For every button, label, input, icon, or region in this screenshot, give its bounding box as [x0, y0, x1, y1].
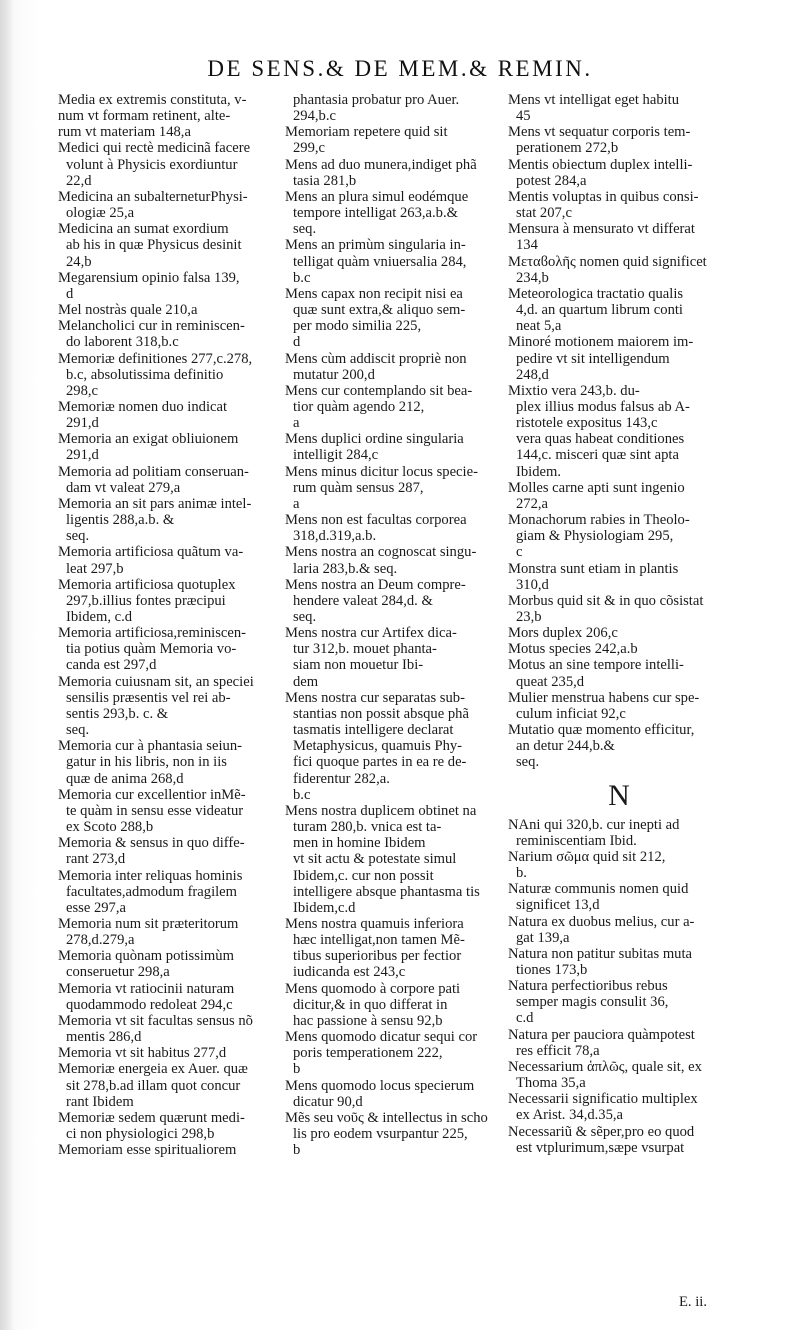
index-entry-line: Natura non patitur subitas muta: [508, 945, 693, 962]
index-entry-line: 310,d: [516, 576, 549, 593]
index-entry-line: vera quas habeat conditiones: [516, 431, 685, 448]
index-entry-line: Mens non est facultas corporea: [285, 512, 467, 529]
index-entry-line: Monachorum rabies in Theolo-: [508, 512, 690, 529]
index-entry-line: siam non mouetur Ibi-: [293, 657, 424, 674]
index-entry-line: Necessarii significatio multiplex: [508, 1091, 698, 1108]
index-entry-line: c: [516, 544, 523, 561]
index-entry-line: poris temperationem 222,: [293, 1045, 443, 1062]
index-entry-line: tiones 173,b: [516, 961, 588, 978]
index-entry-line: b: [293, 1142, 301, 1159]
index-entry-line: Mens cùm addiscit propriè non: [285, 350, 467, 367]
index-entry-line: reminiscentiam Ibid.: [516, 832, 637, 849]
index-entry-line: vt sit actu & potestate simul: [293, 851, 457, 868]
index-entry-line: potest 284,a: [516, 172, 587, 189]
index-entry-line: mutatur 200,d: [293, 366, 375, 383]
column-right-lines-b: [508, 817, 730, 1156]
index-entry-line: canda est 297,d: [66, 657, 157, 674]
index-entry-line: Metaphysicus, quamuis Phy-: [293, 738, 463, 755]
index-entry-line: tia potius quàm Memoria vo-: [66, 641, 237, 658]
index-entry-line: semper magis consulit 36,: [516, 994, 669, 1011]
index-entry-line: Mens nostra cur separatas sub-: [285, 689, 465, 706]
index-entry-line: Mens quomodo à corpore pati: [285, 980, 461, 997]
index-entry-line: b.c: [293, 269, 311, 286]
index-entry-line: Mentis obiectum duplex intelli-: [508, 156, 693, 173]
index-entry-line: Mens nostra quamuis inferiora: [285, 915, 464, 932]
index-entry-line: gatur in his libris, non in iis: [66, 754, 227, 771]
index-entry-line: 4,d. an quartum librum conti: [516, 302, 683, 319]
index-entry-line: Mens ad duo munera,indiget phã: [285, 156, 477, 173]
index-entry-line: 24,b: [66, 253, 92, 270]
index-entry-line: Memoria cuiusnam sit, an speciei: [58, 673, 254, 690]
index-entry-line: quæ sunt extra,& aliquo sem-: [293, 302, 466, 319]
index-entry-line: dem: [293, 673, 319, 690]
index-entry-line: Natura ex duobus melius, cur a-: [508, 913, 695, 930]
index-entry-line: Mens quomodo locus specierum: [285, 1077, 475, 1094]
index-entry-line: ex Arist. 34,d.35,a: [516, 1107, 624, 1124]
index-entry-line: 297,b.illius fontes præcipui: [66, 592, 226, 609]
index-entry-line: ligentis 288,a.b. &: [66, 512, 175, 529]
signature-mark: E. ii.: [679, 1294, 707, 1310]
index-entry-line: 23,b: [516, 609, 542, 625]
index-entry-line: Memoria vt sit habitus 277,d: [58, 1045, 227, 1062]
section-letter: N: [608, 778, 630, 812]
index-entry-line: lis pro eodem vsurpantur 225,: [293, 1126, 468, 1142]
index-entry-line: 248,d: [516, 366, 549, 383]
index-entry-line: res efficit 78,a: [516, 1042, 600, 1059]
index-entry-line: a: [293, 415, 300, 432]
index-entry-line: Megarensium opinio falsa 139,: [58, 269, 240, 286]
index-entry-line: 291,d: [66, 447, 99, 464]
index-entry-line: Medici qui rectè medicinã facere: [58, 140, 251, 157]
index-entry-line: Memoriam esse spiritualiorem: [58, 1142, 237, 1159]
index-entry-line: Ibidem,c.d: [293, 899, 356, 916]
index-entry-line: dicitur,& in quo differat in: [293, 996, 448, 1013]
index-entry-line: hæc intelligat,non tamen Mẽ-: [293, 932, 465, 949]
index-entry-line: volunt à Physicis exordiuntur: [66, 156, 238, 173]
index-entry-line: queat 235,d: [516, 673, 585, 690]
index-entry-line: Mens nostra an cognoscat singu-: [285, 544, 477, 561]
index-entry-line: Mens an plura simul eodémque: [285, 188, 469, 205]
index-entry-line: Memoriam repetere quid sit: [285, 124, 448, 141]
index-entry-line: tasia 281,b: [293, 172, 357, 189]
index-entry-line: telligat quàm vniuersalia 284,: [293, 253, 467, 270]
index-entry-line: turam 280,b. vnica est ta-: [293, 819, 442, 836]
index-entry-line: Ibidem,c. cur non possit: [293, 867, 434, 884]
index-entry-line: Morbus quid sit & in quo cõsistat: [508, 592, 704, 609]
index-entry-line: Mens nostra cur Artifex dica-: [285, 625, 457, 642]
index-entry-line: 291,d: [66, 415, 99, 432]
index-entry-line: Memoria an sit pars animæ intel-: [58, 495, 252, 512]
index-entry-line: Memoria cur excellentior inMẽ-: [58, 786, 246, 803]
index-entry-line: Mens an primùm singularia in-: [285, 237, 466, 254]
index-entry-line: ex Scoto 288,b: [66, 819, 154, 836]
index-entry-line: 278,d.279,a: [66, 932, 135, 949]
index-entry-line: 318,d.319,a.b.: [293, 528, 377, 545]
index-entry-line: giam & Physiologiam 295,: [516, 528, 674, 545]
index-entry-line: ci non physiologici 298,b: [66, 1126, 215, 1142]
index-entry-line: hac passione à sensu 92,b: [293, 1012, 443, 1029]
index-entry-line: quodammodo redoleat 294,c: [66, 996, 233, 1013]
index-entry-line: gat 139,a: [516, 929, 570, 946]
index-entry-line: Memoriæ nomen duo indicat: [58, 398, 228, 415]
index-entry-line: Mens nostra duplicem obtinet na: [285, 802, 477, 819]
index-entry-line: culum inficiat 92,c: [516, 705, 626, 722]
index-entry-line: Memoria ad politiam conseruan-: [58, 463, 249, 480]
index-entry-line: sentis 293,b. c. &: [66, 705, 169, 722]
index-entry-line: 22,d: [66, 172, 92, 189]
index-entry-line: rum quàm sensus 287,: [293, 479, 424, 496]
index-entry-line: Mens nostra an Deum compre-: [285, 576, 466, 593]
index-entry-line: Memoria inter reliquas hominis: [58, 867, 243, 884]
index-entry-line: neat 5,a: [516, 318, 562, 335]
index-entry-line: stat 207,c: [516, 205, 572, 222]
index-entry-line: Memoria vt ratiocinii naturam: [58, 980, 235, 997]
index-entry-line: Mulier menstrua habens cur spe-: [508, 689, 700, 706]
index-entry-line: Necessariũ & sẽper,pro eo quod: [508, 1123, 695, 1140]
index-entry-line: Memoria vt sit facultas sensus nõ: [58, 1012, 253, 1029]
index-entry-line: Medicina an sumat exordium: [58, 221, 229, 238]
index-entry-line: ab his in quæ Physicus desinit: [66, 237, 242, 254]
index-entry-line: 299,c: [293, 140, 326, 157]
index-entry-line: dicatur 90,d: [293, 1093, 363, 1110]
index-entry-line: hendere valeat 284,d. &: [293, 592, 433, 609]
index-entry-line: a: [293, 495, 300, 512]
index-entry-line: Mentis voluptas in quibus consi-: [508, 188, 699, 205]
page-gutter-shadow: [0, 0, 14, 1330]
index-entry-line: Mors duplex 206,c: [508, 625, 618, 642]
index-entry-line: pedire vt sit intelligendum: [516, 350, 670, 367]
index-entry-line: Memoriæ definitiones 277,c.278,: [58, 350, 253, 367]
index-entry-line: seq.: [293, 609, 317, 625]
index-entry-line: fiderentur 282,a.: [293, 770, 390, 787]
index-entry-line: fici quoque partes in ea re de-: [293, 754, 467, 771]
index-entry-line: sit 278,b.ad illam quot concur: [66, 1077, 241, 1094]
index-entry-line: per modo similia 225,: [293, 318, 422, 335]
index-entry-line: Mens capax non recipit nisi ea: [285, 285, 463, 302]
index-entry-line: ologiæ 25,a: [66, 205, 135, 222]
index-entry-line: NAni qui 320,b. cur inepti ad: [508, 816, 680, 833]
index-entry-line: 272,a: [516, 495, 549, 512]
index-entry-line: Memoria artificiosa,reminiscen-: [58, 625, 247, 642]
index-entry-line: tasmatis intelligere declarat: [293, 722, 454, 739]
index-entry-line: Thoma 35,a: [516, 1075, 586, 1092]
index-entry-line: Monstra sunt etiam in plantis: [508, 560, 679, 577]
index-entry-line: Molles carne apti sunt ingenio: [508, 479, 685, 496]
index-entry-line: Mens minus dicitur locus specie-: [285, 463, 478, 480]
index-entry-line: 144,c. misceri quæ sint apta: [516, 447, 679, 464]
index-entry-line: Motus species 242,a.b: [508, 641, 638, 658]
index-entry-line: c.d: [516, 1010, 534, 1027]
index-entry-line: 234,b: [516, 269, 549, 286]
index-entry-line: Necessarium ἁπλῶς, quale sit, ex: [508, 1058, 702, 1075]
index-entry-line: laria 283,b.& seq.: [293, 560, 398, 577]
index-entry-line: Natura perfectioribus rebus: [508, 978, 668, 995]
index-entry-line: Meteorologica tractatio qualis: [508, 285, 684, 302]
index-entry-line: an detur 244,b.&: [516, 738, 615, 755]
index-entry-line: 298,c: [66, 382, 99, 399]
index-entry-line: 45: [516, 108, 531, 125]
index-entry-line: 294,b.c: [293, 108, 336, 125]
index-entry-line: rant 273,d: [66, 851, 126, 868]
index-entry-line: Narium σῶμα quid sit 212,: [508, 848, 666, 865]
index-entry-line: facultates,admodum fragilem: [66, 883, 238, 900]
index-entry-line: do laborent 318,b.c: [66, 334, 179, 351]
index-entry-line: Memoria num sit præteritorum: [58, 915, 239, 932]
index-entry-line: Mensura à mensurato vt differat: [508, 221, 695, 238]
index-entry-line: tempore intelligat 263,a.b.&: [293, 205, 458, 222]
index-entry-line: seq.: [66, 528, 90, 545]
index-entry-line: sensilis præsentis vel rei ab-: [66, 689, 231, 706]
index-entry-line: Memoria an exigat obliuionem: [58, 431, 239, 448]
index-entry-line: Mixtio vera 243,b. du-: [508, 382, 640, 399]
index-entry-line: Naturæ communis nomen quid: [508, 881, 689, 898]
index-entry-line: Motus an sine tempore intelli-: [508, 657, 684, 674]
index-entry-line: Natura per pauciora quàmpotest: [508, 1026, 695, 1043]
index-entry-line: Mens cur contemplando sit bea-: [285, 382, 473, 399]
index-entry-line: Memoria quònam potissimùm: [58, 948, 234, 965]
index-entry-line: b.c, absolutissima definitio: [66, 366, 224, 383]
index-entry-line: leat 297,b: [66, 560, 124, 577]
index-entry-line: Mens vt intelligat eget habitu: [508, 92, 680, 108]
index-entry-line: Medicina an subalterneturPhysi-: [58, 188, 248, 205]
running-header: DE SENS.& DE MEM.& REMIN.: [207, 56, 593, 81]
index-entry-line: esse 297,a: [66, 899, 126, 916]
index-entry-line: Melancholici cur in reminiscen-: [58, 318, 245, 335]
index-entry-line: Μεταϐολῆς nomen quid significet: [508, 253, 707, 270]
index-entry-line: d: [66, 285, 74, 302]
column-right-lines-a: [508, 92, 730, 771]
index-entry-line: ristotele expositus 143,c: [516, 415, 658, 432]
index-entry-line: 134: [516, 237, 538, 254]
index-column-left: [58, 92, 280, 1158]
index-entry-line: Memoriæ sedem quærunt medi-: [58, 1109, 245, 1126]
index-entry-line: iudicanda est 243,c: [293, 964, 406, 981]
index-entry-line: Mens duplici ordine singularia: [285, 431, 464, 448]
index-entry-line: Memoria artificiosa quãtum va-: [58, 544, 244, 561]
index-entry-line: phantasia probatur pro Auer.: [293, 92, 460, 108]
index-entry-line: Minoré motionem maiorem im-: [508, 334, 694, 351]
index-entry-line: intelligere absque phantasma tis: [293, 883, 480, 900]
index-entry-line: Ibidem.: [516, 463, 561, 480]
index-entry-line: Mel nostràs quale 210,a: [58, 302, 198, 319]
index-entry-line: num vt formam retinent, alte-: [58, 108, 231, 125]
index-entry-line: Memoria artificiosa quotuplex: [58, 576, 236, 593]
index-entry-line: te quàm in sensu esse videatur: [66, 802, 244, 819]
index-entry-line: significet 13,d: [516, 897, 600, 914]
index-column-right: [508, 92, 730, 1156]
index-entry-line: tibus superioribus per fectior: [293, 948, 462, 965]
index-entry-line: stantias non possit absque phã: [293, 705, 469, 722]
index-entry-line: quæ de anima 268,d: [66, 770, 184, 787]
index-entry-line: Mens vt sequatur corporis tem-: [508, 124, 691, 141]
index-entry-line: Media ex extremis constituta, v-: [58, 92, 247, 108]
index-entry-line: plex illius modus falsus ab A-: [516, 398, 690, 415]
index-entry-line: b.c: [293, 786, 311, 803]
index-entry-line: seq.: [293, 221, 317, 238]
index-entry-line: seq.: [66, 722, 90, 739]
index-entry-line: Mutatio quæ momento efficitur,: [508, 722, 695, 739]
index-entry-line: Mens quomodo dicatur sequi cor: [285, 1029, 478, 1046]
index-entry-line: Memoria cur à phantasia seiun-: [58, 738, 242, 755]
index-entry-line: tur 312,b. mouet phanta-: [293, 641, 437, 658]
index-entry-line: seq.: [516, 754, 540, 771]
index-entry-line: men in homine Ibidem: [293, 835, 426, 852]
index-entry-line: b: [293, 1061, 301, 1078]
index-entry-line: Memoriæ energeia ex Auer. quæ: [58, 1061, 248, 1078]
index-entry-line: rum vt materiam 148,a: [58, 124, 191, 141]
index-entry-line: conseruetur 298,a: [66, 964, 170, 981]
index-entry-line: tior quàm agendo 212,: [293, 398, 425, 415]
index-entry-line: dam vt valeat 279,a: [66, 479, 181, 496]
index-entry-line: Ibidem, c.d: [66, 609, 133, 625]
index-entry-line: est vtplurimum,sæpe vsurpat: [516, 1139, 685, 1156]
index-entry-line: mentis 286,d: [66, 1029, 142, 1046]
index-entry-line: d: [293, 334, 301, 351]
index-column-middle: [285, 92, 500, 1158]
index-entry-line: rant Ibidem: [66, 1093, 134, 1110]
index-entry-line: intelligit 284,c: [293, 447, 379, 464]
index-entry-line: b.: [516, 865, 527, 882]
index-entry-line: perationem 272,b: [516, 140, 619, 157]
index-entry-line: Memoria & sensus in quo diffe-: [58, 835, 245, 852]
index-entry-line: Mẽs seu νοῦς & intellectus in scho: [285, 1109, 488, 1126]
